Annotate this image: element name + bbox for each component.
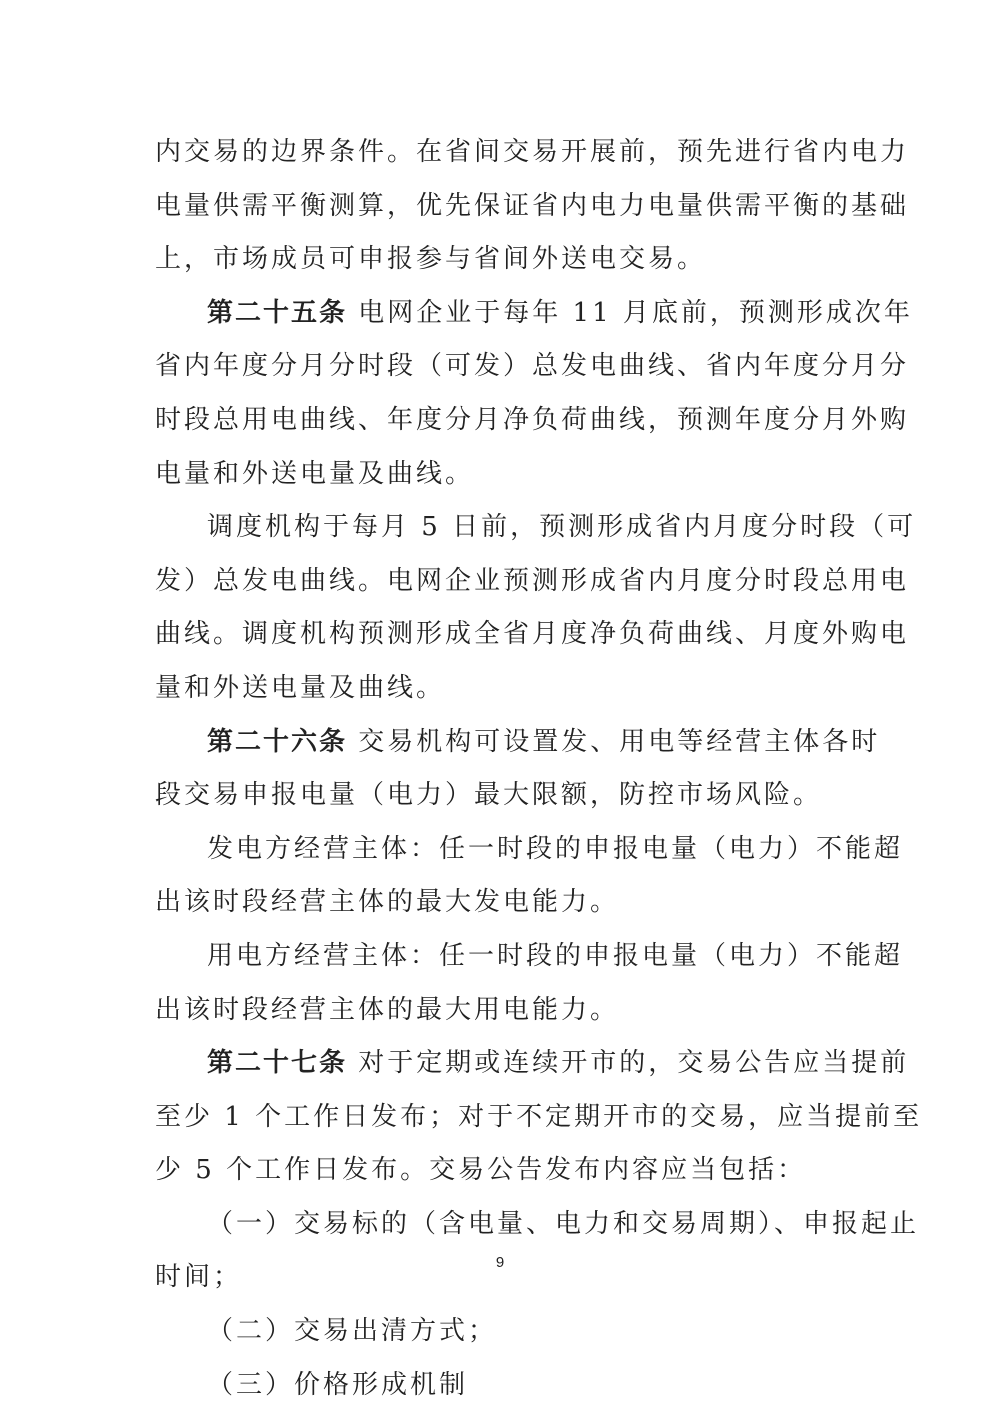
body-line-7 [155, 448, 855, 502]
page-number: 9 [495, 1254, 505, 1271]
body-line-19 [155, 1091, 923, 1145]
document-body [155, 126, 923, 1412]
line-text: （二）交易出清方式； [207, 1316, 498, 1347]
line-text: 时段总用电曲线、年度分月净负荷曲线，预测年度分月外购 [155, 404, 910, 435]
body-line-15 [155, 876, 855, 930]
article-number: 第二十七条 [207, 1048, 348, 1079]
line-text: 交易机构可设置发、用电等经营主体各时 [358, 726, 881, 757]
line-text: 对于定期或连续开市的，交易公告应当提前 [358, 1048, 910, 1079]
body-line-13 [155, 769, 855, 823]
body-line-17 [155, 984, 855, 1038]
body-line-14 [155, 823, 904, 877]
article-27-heading-line [155, 1037, 910, 1091]
line-text: 至少 1 个工作日发布；对于不定期开市的交易，应当提前至 [155, 1101, 923, 1132]
body-line-5 [155, 340, 910, 394]
body-line-3 [155, 233, 855, 287]
body-line-1 [155, 126, 910, 180]
body-line-2 [155, 180, 910, 234]
line-text: 电网企业于每年 11 月底前，预测形成次年 [358, 297, 913, 328]
line-text: 上，市场成员可申报参与省间外送电交易。 [155, 244, 707, 275]
line-text: 省内年度分月分时段（可发）总发电曲线、省内年度分月分 [155, 351, 910, 382]
body-line-6 [155, 394, 910, 448]
list-item-1-line [155, 1198, 920, 1252]
line-text: 出该时段经营主体的最大发电能力。 [155, 887, 620, 918]
line-text: 发电方经营主体：任一时段的申报电量（电力）不能超 [207, 833, 904, 864]
line-text: 发）总发电曲线。电网企业预测形成省内月度分时段总用电 [155, 565, 910, 596]
body-line-10 [155, 608, 910, 662]
line-text: （一）交易标的（含电量、电力和交易周期）、申报起止 [207, 1208, 920, 1239]
line-text: 电量和外送电量及曲线。 [155, 458, 475, 489]
line-text: 时间； [155, 1262, 243, 1293]
body-line-20 [155, 1144, 855, 1198]
body-line-9 [155, 555, 910, 609]
body-line-16 [155, 930, 904, 984]
line-text: 段交易申报电量（电力）最大限额，防控市场风险。 [155, 780, 823, 811]
list-item-2-line [155, 1305, 855, 1359]
line-text: 少 5 个工作日发布。交易公告发布内容应当包括： [155, 1155, 807, 1186]
line-text: 调度机构于每月 5 日前，预测形成省内月度分时段（可 [207, 512, 917, 543]
line-text: （三）价格形成机制 [207, 1369, 469, 1400]
line-text: 电量供需平衡测算，优先保证省内电力电量供需平衡的基础 [155, 190, 910, 221]
body-line-8 [155, 501, 917, 555]
line-text: 量和外送电量及曲线。 [155, 672, 446, 703]
article-number: 第二十五条 [207, 297, 348, 328]
line-text: 内交易的边界条件。在省间交易开展前，预先进行省内电力 [155, 137, 910, 167]
line-text: 用电方经营主体：任一时段的申报电量（电力）不能超 [207, 940, 904, 971]
line-text: 出该时段经营主体的最大用电能力。 [155, 994, 620, 1025]
article-number: 第二十六条 [207, 726, 348, 757]
body-line-11 [155, 662, 855, 716]
article-26-heading-line [155, 716, 881, 770]
line-text: 曲线。调度机构预测形成全省月度净负荷曲线、月度外购电 [155, 619, 910, 650]
list-item-3-line [155, 1359, 855, 1413]
article-25-heading-line [155, 287, 913, 341]
